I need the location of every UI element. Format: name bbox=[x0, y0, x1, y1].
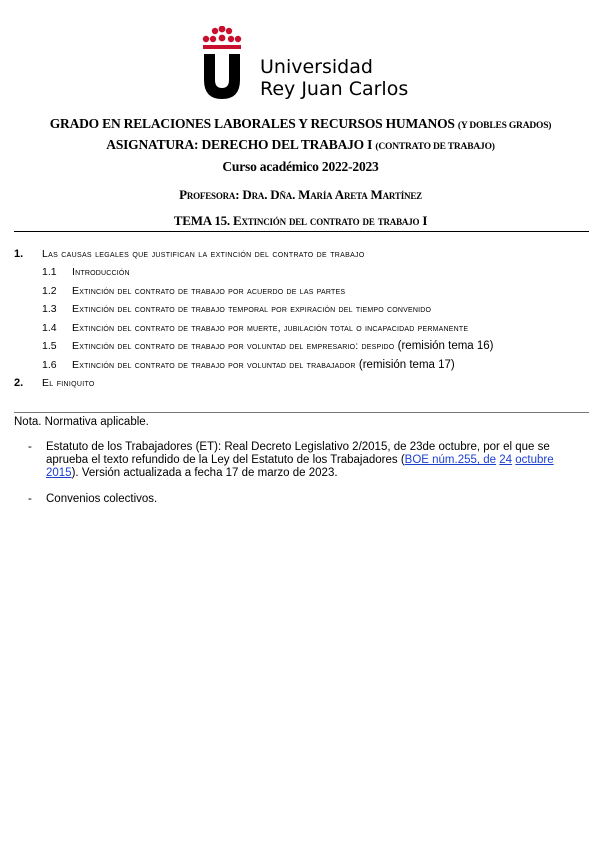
subject-title: ASIGNATURA: DERECHO DEL TRABAJO I bbox=[106, 137, 373, 152]
professor-name: Profesora: Dra. Dña. María Areta Martínez bbox=[179, 187, 422, 202]
degree-heading bbox=[0, 116, 601, 132]
toc-subitem-number: 1.4 bbox=[42, 322, 57, 334]
toc-subitem-number: 1.2 bbox=[42, 285, 57, 297]
subject-suffix: (CONTRATO DE TRABAJO) bbox=[375, 142, 495, 152]
toc-subitem-label: Introducción bbox=[72, 266, 130, 278]
toc-subitem-number: 1.1 bbox=[42, 266, 57, 278]
toc-subitem-label: Extinción del contrato de trabajo por acuerdo de las partes bbox=[72, 285, 346, 297]
degree-suffix: (Y DOBLES GRADOS) bbox=[457, 121, 552, 131]
boe-link-day[interactable]: 24 bbox=[499, 454, 513, 466]
toc-subitem-label bbox=[72, 340, 494, 352]
toc-item-label: El finiquito bbox=[42, 377, 95, 389]
subject-heading bbox=[0, 137, 601, 153]
course-heading: Curso académico 2022-2023 bbox=[222, 159, 379, 174]
topic-heading bbox=[0, 213, 601, 229]
toc-subitem-label bbox=[72, 359, 455, 371]
toc-item-number: 2. bbox=[14, 377, 24, 389]
boe-link[interactable]: BOE núm.255, de bbox=[404, 454, 497, 466]
toc-subitem-number: 1.3 bbox=[42, 303, 57, 315]
bullet-dash: - bbox=[28, 493, 32, 505]
toc-subitem-number: 1.5 bbox=[42, 340, 57, 352]
toc-item-label: Las causas legales que justifican la extinción del contrato de trabajo bbox=[42, 248, 365, 260]
boe-link-date[interactable]: octubre 2015 bbox=[46, 454, 554, 479]
header-divider bbox=[14, 231, 589, 232]
toc-subitem-remission: (remisión tema 17) bbox=[355, 359, 455, 371]
toc-subitem-label: Extinción del contrato de trabajo temporal por expiración del tiempo convenido bbox=[72, 303, 432, 315]
toc-subitem-text: Extinción del contrato de trabajo por voluntad del trabajador bbox=[72, 359, 356, 371]
topic-title: TEMA 15. Extinción del contrato de trabajo I bbox=[173, 213, 428, 228]
logo-university-line: Universidad bbox=[260, 56, 373, 78]
toc-item-number: 1. bbox=[14, 248, 24, 260]
note-bullet-statute bbox=[46, 441, 586, 480]
toc-subitem-remission: (remisión tema 16) bbox=[394, 340, 494, 352]
urjc-crown-u-logo bbox=[200, 26, 244, 102]
toc-subitem-number: 1.6 bbox=[42, 359, 57, 371]
university-logo bbox=[200, 26, 410, 102]
toc-subitem-text: Extinción del contrato de trabajo por voluntad del empresario: despido bbox=[72, 340, 395, 352]
professor-heading bbox=[0, 187, 601, 203]
statute-version-text: ). Versión actualizada a fecha 17 de marzo de 2023. bbox=[71, 467, 338, 479]
statute-text: Estatuto de los Trabajadores (ET): Real Decreto Legislativo 2/2015, de 23de octubre, por el que se aprueba el texto refundido de la Ley del Estatuto de los Trabajadores ( bbox=[46, 441, 550, 466]
toc-subitem-label: Extinción del contrato de trabajo por muerte, jubilación total o incapacidad permanente bbox=[72, 322, 469, 334]
degree-title: GRADO EN RELACIONES LABORALES Y RECURSOS HUMANOS bbox=[49, 116, 455, 131]
note-bullet-agreements: Convenios colectivos. bbox=[46, 493, 158, 505]
logo-name-line: Rey Juan Carlos bbox=[260, 78, 409, 100]
note-title: Nota. Normativa aplicable. bbox=[14, 416, 149, 428]
bullet-dash: - bbox=[28, 441, 32, 453]
note-divider bbox=[14, 412, 589, 413]
